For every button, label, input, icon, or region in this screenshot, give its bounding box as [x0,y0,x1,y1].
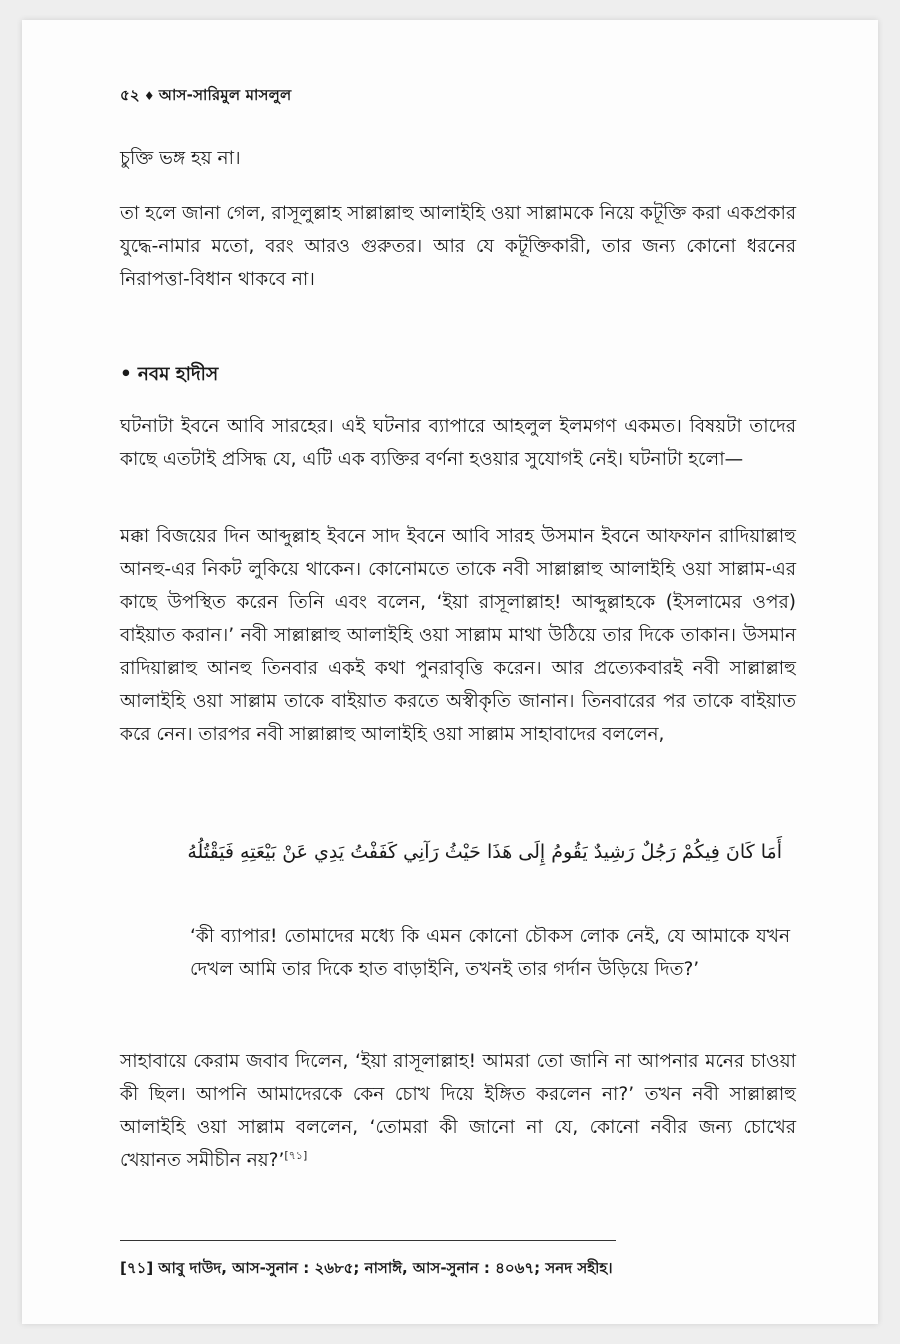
book-title: আস-সারিমুল মাসলুল [158,86,292,104]
paragraph-companions-reply [120,1045,796,1177]
paragraph-intro: ঘটনাটা ইবনে আবি সারহের। এই ঘটনার ব্যাপারে আহলুল ইলমগণ একমত। বিষয়টা তাদের কাছে এতটাই প্রসিদ্ধ যে, এটি এক ব্যক্তির বর্ণনা হওয়ার সুযোগই নেই। ঘটনাটা হলো— [120,416,796,470]
footnote-divider [120,1240,616,1241]
paragraph-narration: মক্কা বিজয়ের দিন আব্দুল্লাহ ইবনে সাদ ইবনে আবি সারহ উসমান ইবনে আফফান রাদিয়াল্লাহু আনহু-এর নিকট লুকিয়ে থাকেন। কোনোমতে তাকে নবী সাল্লাল্লাহু আলাইহি ওয়া সাল্লাম-এর কাছে উপস্থিত করেন তিনি এবং বলেন, ‘ইয়া রাসূলাল্লাহ! আব্দুল্লাহকে (ইসলামের ওপর) বাইয়াত করান।’ নবী সাল্লাল্লাহু আলাইহি ওয়া সাল্লাম মাথা উঠিয়ে তার দিকে তাকান। উসমান রাদিয়াল্লাহু আনহু তিনবার একই কথা পুনরাবৃত্তি করেন। আর প্রত্যেকবারই নবী সাল্লাল্লাহু আলাইহি ওয়া সাল্লাম তাকে বাইয়াত করতে অস্বীকৃতি জানান। তিনবারের পর তাকে বাইয়াত করে নেন। তারপর নবী সাল্লাল্লাহু আলাইহি ওয়া সাল্লাম সাহাবাদের বললেন, [120,526,796,745]
page-number: ৫২ [120,86,140,104]
section-heading-text: নবম হাদীস [137,364,219,385]
diamond-separator-icon: ♦ [143,89,155,103]
arabic-hadith-text: أَمَا كَانَ فِيكُمْ رَجُلٌ رَشِيدٌ يَقُومُ إِلَى هَذَا حَيْثُ رَآنِي كَفَفْتُ يَدِي عَنْ بَيْعَتِهِ فَيَقْتُلُهُ [187,841,782,863]
translation-quote: ‘কী ব্যাপার! তোমাদের মধ্যে কি এমন কোনো চৌকস লোক নেই, যে আমাকে যখন দেখল আমি তার দিকে হাত বাড়াইনি, তখনই তার গর্দান উড়িয়ে দিত?’ [190,926,790,980]
paragraph-companions-reply-text: সাহাবায়ে কেরাম জবাব দিলেন, ‘ইয়া রাসূলাল্লাহ! আমরা তো জানি না আপনার মনের চাওয়া কী ছিল। আপনি আমাদেরকে কেন চোখ দিয়ে ইঙ্গিত করলেন না?’ তখন নবী সাল্লাল্লাহু আলাইহি ওয়া সাল্লাম বললেন, ‘তোমরা কী জানো না যে, কোনো নবীর জন্য চোখের খেয়ানত সমীচীন নয়?’ [120,1051,796,1171]
running-header [120,84,291,109]
footnote: [৭১] আবু দাউদ, আস-সুনান : ২৬৮৫; নাসাঈ, আস-সুনান : ৪০৬৭; সনদ সহীহ। [120,1259,613,1277]
bullet-icon: • [120,364,132,385]
footnote-reference: [৭১] [284,1148,308,1162]
paragraph-conclusion: তা হলে জানা গেল, রাসূলুল্লাহ সাল্লাল্লাহু আলাইহি ওয়া সাল্লামকে নিয়ে কটূক্তি করা একপ্রকার যুদ্ধে-নামার মতো, বরং আরও গুরুতর। আর যে কটূক্তিকারী, তার জন্য কোনো ধরনের নিরাপত্তা-বিধান থাকবে না। [120,203,796,290]
book-page [22,20,878,1324]
paragraph-contract-breach: চুক্তি ভঙ্গ হয় না। [120,148,241,169]
section-heading [120,360,218,391]
